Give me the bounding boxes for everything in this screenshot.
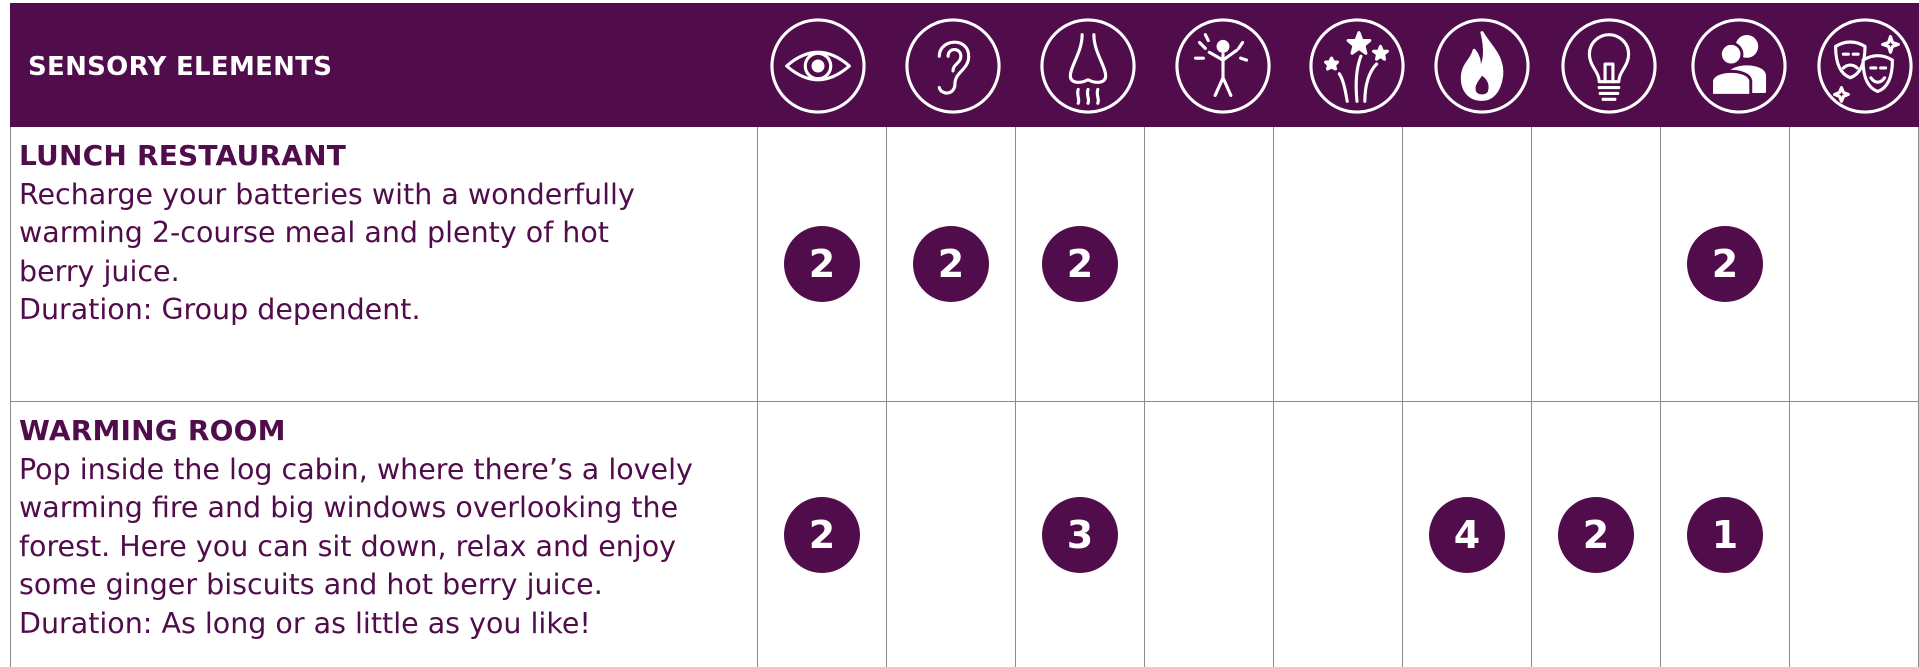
attraction-description-cell: [10, 402, 758, 667]
flame-icon: [1433, 17, 1531, 115]
attraction-title: WARMING ROOM: [19, 414, 286, 447]
lightbulb-icon: [1560, 17, 1658, 115]
description-line: warming 2-course meal and plenty of hot: [19, 216, 609, 249]
sight-rating-badge: 2: [784, 497, 860, 573]
description-line: forest. Here you can sit down, relax and enjoy: [19, 529, 677, 563]
fireworks-rating-cell: [1274, 127, 1403, 401]
crowd-rating-badge: 1: [1687, 497, 1763, 573]
smell-rating-badge: 2: [1042, 226, 1118, 302]
smell-rating-badge: 3: [1042, 497, 1118, 573]
description-line: some ginger biscuits and hot berry juice.: [19, 568, 603, 601]
hearing-rating-badge: 2: [913, 226, 989, 302]
duration-line: Duration: As long or as little as you like!: [19, 606, 591, 640]
light-rating-badge: 2: [1558, 497, 1634, 573]
light-rating-cell: [1532, 402, 1661, 667]
crowd-rating-cell: [1661, 402, 1790, 667]
crowd-rating-cell: [1661, 127, 1790, 401]
hearing-rating-cell: [887, 127, 1016, 401]
theatre-masks-icon: [1816, 17, 1914, 115]
eye-icon: [769, 17, 867, 115]
emotion-rating-cell: [1790, 402, 1919, 667]
fireworks-rating-cell: [1274, 402, 1403, 667]
crowd-rating-badge: 2: [1687, 226, 1763, 302]
smell-rating-cell: [1016, 127, 1145, 401]
sight-rating-badge: 2: [784, 226, 860, 302]
attraction-title: LUNCH RESTAURANT: [19, 139, 347, 172]
fire-rating-cell: [1403, 402, 1532, 667]
nose-icon: [1039, 17, 1137, 115]
description-line: Recharge your batteries with a wonderfully: [19, 177, 635, 211]
smell-rating-cell: [1016, 402, 1145, 667]
light-rating-cell: [1532, 127, 1661, 401]
header-title: SENSORY ELEMENTS: [28, 52, 333, 82]
sight-rating-cell: [758, 127, 887, 401]
fire-rating-cell: [1403, 127, 1532, 401]
fire-rating-badge: 4: [1429, 497, 1505, 573]
description-line: warming fire and big windows overlooking the: [19, 491, 679, 524]
attraction-description-cell: [10, 127, 758, 401]
table-header: [10, 3, 1919, 127]
description-line: Pop inside the log cabin, where there’s a lovely: [19, 452, 693, 486]
sensation-rating-cell: [1145, 127, 1274, 401]
attraction-description: [19, 137, 754, 330]
person-sensation-icon: [1174, 17, 1272, 115]
table-row: [10, 127, 1919, 402]
table-row: [10, 402, 1919, 667]
duration-line: Duration: Group dependent.: [19, 293, 421, 326]
sight-rating-cell: [758, 402, 887, 667]
hearing-rating-cell: [887, 402, 1016, 667]
ear-icon: [904, 17, 1002, 115]
emotion-rating-cell: [1790, 127, 1919, 401]
description-line: berry juice.: [19, 254, 180, 288]
sensation-rating-cell: [1145, 402, 1274, 667]
fireworks-icon: [1308, 17, 1406, 115]
people-icon: [1690, 17, 1788, 115]
attraction-description: [19, 412, 754, 643]
table-body: [10, 127, 1919, 667]
